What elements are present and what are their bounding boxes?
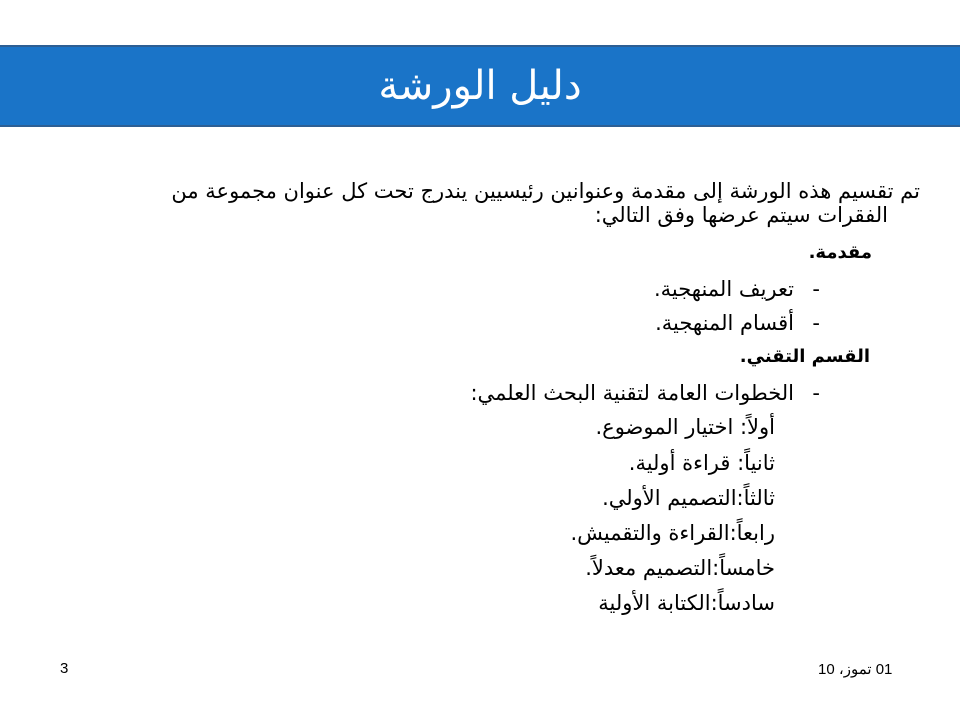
step-item: خامساً:التصميم معدلاً. — [585, 556, 775, 580]
section-heading-technical: القسم التقني. — [739, 346, 870, 367]
slide-title: دليل الورشة — [378, 63, 582, 109]
section-heading-intro: مقدمة. — [808, 242, 872, 263]
bullet-item — [655, 310, 820, 336]
step-item: ثالثاً:التصميم الأولي. — [602, 486, 775, 510]
step-item: ثانياً: قراءة أولية. — [628, 451, 775, 475]
page-number: 3 — [60, 660, 69, 677]
bullet-dash: - — [812, 311, 820, 335]
bullet-item — [654, 276, 820, 302]
bullet-text: أقسام المنهجية. — [655, 311, 794, 335]
step-item: أولاً: اختيار الموضوع. — [595, 415, 775, 439]
step-item: سادساً:الكتابة الأولية — [598, 591, 775, 615]
step-item: رابعاً:القراءة والتقميش. — [570, 521, 775, 545]
bullet-text: تعريف المنهجية. — [653, 277, 794, 301]
intro-line-1: تم تقسيم هذه الورشة إلى مقدمة وعنوانين رئيسيين يندرج تحت كل عنوان مجموعة من — [171, 179, 920, 203]
bullet-dash: - — [812, 381, 820, 405]
footer-date: 01 تموز، 10 — [818, 661, 893, 678]
bullet-dash: - — [812, 277, 820, 301]
intro-line-2: الفقرات سيتم عرضها وفق التالي: — [594, 203, 888, 227]
bullet-text: الخطوات العامة لتقنية البحث العلمي: — [470, 381, 794, 405]
bullet-item — [470, 380, 820, 406]
